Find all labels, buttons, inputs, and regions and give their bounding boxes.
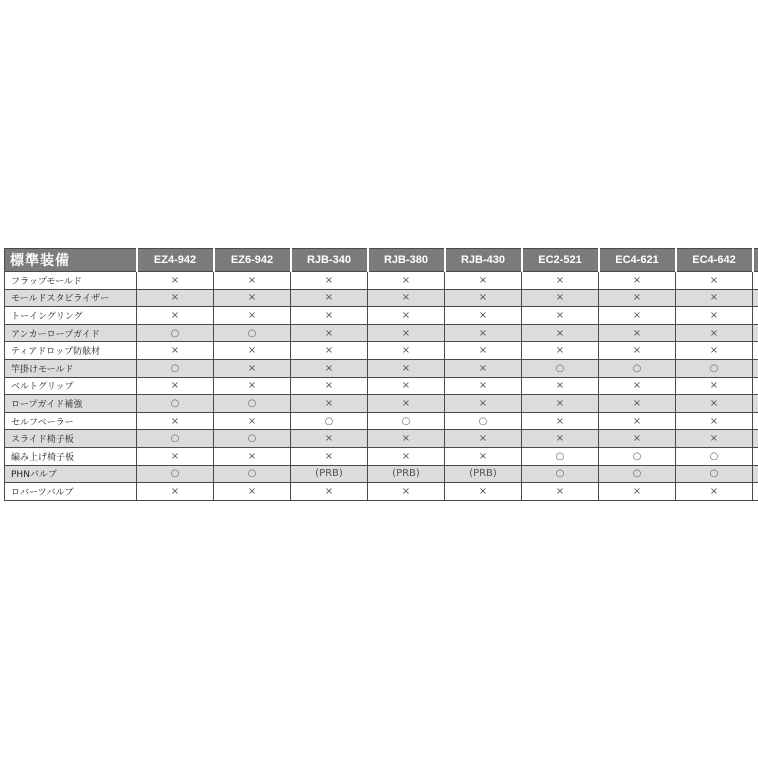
table-cell [214,377,291,395]
circle-mark: ○ [170,327,180,339]
cross-mark: × [555,309,565,321]
table-cell [676,324,753,342]
table-cell [214,412,291,430]
table-cell [522,412,599,430]
table-cell [599,447,676,465]
cross-mark: × [324,345,334,357]
cross-mark: × [709,415,719,427]
row-edge [753,430,758,448]
circle-mark: ○ [170,397,180,409]
row-edge [753,377,758,395]
cross-mark: × [632,397,642,409]
circle-mark: ○ [401,415,411,427]
table-cell [368,359,445,377]
circle-mark: ○ [632,450,642,462]
cross-mark: × [632,309,642,321]
circle-mark: ○ [555,362,565,374]
cross-mark: × [324,380,334,392]
cross-mark: × [324,433,334,445]
cross-mark: × [324,397,334,409]
table-cell [676,359,753,377]
cross-mark: × [555,380,565,392]
row-edge [753,465,758,483]
table-cell [599,465,676,483]
header-row [5,249,758,272]
table-cell [368,307,445,325]
cross-mark: × [324,292,334,304]
cross-mark: × [478,450,488,462]
table-cell [291,377,368,395]
table-cell [214,307,291,325]
cross-mark: × [555,433,565,445]
cross-mark: × [478,485,488,497]
circle-mark: ○ [247,327,257,339]
cross-mark: × [555,274,565,286]
cross-mark: × [324,309,334,321]
table-row [5,395,758,413]
cross-mark: × [324,450,334,462]
table-cell [522,447,599,465]
cross-mark: × [478,292,488,304]
row-edge [753,483,758,501]
header-model: RJB-380 [368,249,445,272]
cross-mark: × [247,362,257,374]
table-cell [214,483,291,501]
table-cell [445,465,522,483]
circle-mark: ○ [247,397,257,409]
cross-mark: × [709,274,719,286]
circle-mark: ○ [247,468,257,480]
cross-mark: × [170,274,180,286]
table-cell [137,395,214,413]
circle-mark: ○ [247,433,257,445]
cross-mark: × [632,380,642,392]
table-cell [137,483,214,501]
cross-mark: × [709,433,719,445]
cross-mark: × [401,292,411,304]
cross-mark: × [555,345,565,357]
cross-mark: × [324,485,334,497]
cell-value: (PRB) [315,468,343,480]
cross-mark: × [401,274,411,286]
table-row [5,272,758,290]
row-edge [753,359,758,377]
table-cell [676,272,753,290]
cross-mark: × [555,485,565,497]
table-cell [599,272,676,290]
table-cell [522,377,599,395]
table-row [5,359,758,377]
circle-mark: ○ [709,468,719,480]
header-standard-equipment: 標準装備 [5,249,137,272]
row-label: ベルトグリップ [5,377,137,395]
cross-mark: × [247,309,257,321]
table-cell [522,307,599,325]
table-cell [676,289,753,307]
cross-mark: × [247,274,257,286]
header-model: EC4-621 [599,249,676,272]
table-cell [368,395,445,413]
cross-mark: × [555,415,565,427]
table-cell [599,289,676,307]
table-row [5,483,758,501]
table-cell [368,465,445,483]
table-cell [522,483,599,501]
table-row [5,324,758,342]
cross-mark: × [401,433,411,445]
table-cell [445,377,522,395]
table-cell [291,289,368,307]
table-cell [214,447,291,465]
cross-mark: × [247,345,257,357]
table-cell [599,324,676,342]
table-row [5,289,758,307]
table-cell [291,465,368,483]
row-label: アンカーロープガイド [5,324,137,342]
table-cell [522,359,599,377]
table-cell [445,307,522,325]
table-cell [214,395,291,413]
cross-mark: × [401,309,411,321]
table-cell [137,272,214,290]
row-edge [753,272,758,290]
equipment-table [4,248,758,501]
table-cell [522,324,599,342]
table-cell [291,324,368,342]
table-cell [214,342,291,360]
table-cell [445,483,522,501]
circle-mark: ○ [170,433,180,445]
table-cell [445,272,522,290]
table-cell [676,307,753,325]
circle-mark: ○ [170,468,180,480]
table-cell [368,377,445,395]
cross-mark: × [247,485,257,497]
cross-mark: × [170,450,180,462]
header-model: EZ4-942 [137,249,214,272]
table-row [5,412,758,430]
table-cell [676,377,753,395]
cross-mark: × [324,362,334,374]
table-cell [522,342,599,360]
table-cell [214,465,291,483]
header-model: EC4-642 [676,249,753,272]
table-cell [137,289,214,307]
circle-mark: ○ [170,362,180,374]
table-cell [599,483,676,501]
table-cell [291,412,368,430]
row-label: ロバーツバルブ [5,483,137,501]
cross-mark: × [632,345,642,357]
table-cell [368,272,445,290]
cross-mark: × [709,397,719,409]
table-row [5,377,758,395]
cell-value: (PRB) [469,468,497,480]
table-cell [214,430,291,448]
header-model: RJB-430 [445,249,522,272]
circle-mark: ○ [555,468,565,480]
table-row [5,465,758,483]
table-cell [676,483,753,501]
table-cell [368,447,445,465]
table-cell [137,447,214,465]
table-cell [214,272,291,290]
table-cell [137,324,214,342]
cell-value: (PRB) [392,468,420,480]
cross-mark: × [170,485,180,497]
table-cell [137,342,214,360]
cross-mark: × [247,292,257,304]
cross-mark: × [478,309,488,321]
table-cell [291,483,368,501]
cross-mark: × [478,362,488,374]
circle-mark: ○ [709,362,719,374]
cross-mark: × [401,327,411,339]
table-cell [522,272,599,290]
cross-mark: × [324,327,334,339]
cross-mark: × [632,292,642,304]
table-cell [599,412,676,430]
table-cell [291,307,368,325]
cross-mark: × [401,362,411,374]
table-cell [599,359,676,377]
row-label: スライド椅子板 [5,430,137,448]
circle-mark: ○ [324,415,334,427]
cross-mark: × [170,292,180,304]
row-edge [753,289,758,307]
table-cell [445,395,522,413]
table-cell [522,289,599,307]
table-cell [522,465,599,483]
cross-mark: × [401,450,411,462]
table-cell [676,447,753,465]
table-cell [445,447,522,465]
table-cell [137,359,214,377]
cross-mark: × [555,292,565,304]
table-cell [676,395,753,413]
cross-mark: × [247,380,257,392]
table-cell [445,412,522,430]
table-cell [445,324,522,342]
circle-mark: ○ [555,450,565,462]
table-cell [599,395,676,413]
cross-mark: × [247,415,257,427]
table-cell [291,272,368,290]
row-edge [753,342,758,360]
cross-mark: × [247,450,257,462]
row-label: フラップモールド [5,272,137,290]
table-cell [214,359,291,377]
cross-mark: × [170,345,180,357]
row-edge [753,395,758,413]
table-cell [445,289,522,307]
table-cell [445,430,522,448]
row-edge [753,412,758,430]
row-edge [753,324,758,342]
cross-mark: × [478,397,488,409]
table-cell [676,465,753,483]
header-model: RJB-340 [291,249,368,272]
table-cell [368,483,445,501]
cross-mark: × [478,345,488,357]
cross-mark: × [632,415,642,427]
table-cell [368,342,445,360]
table-cell [676,342,753,360]
row-label: 竿掛けモールド [5,359,137,377]
cross-mark: × [401,485,411,497]
cross-mark: × [709,345,719,357]
row-edge [753,447,758,465]
table-cell [599,342,676,360]
table-cell [291,342,368,360]
cross-mark: × [632,327,642,339]
table-cell [214,289,291,307]
table-cell [137,377,214,395]
cross-mark: × [170,380,180,392]
table-cell [214,324,291,342]
table-cell [137,465,214,483]
table-cell [599,307,676,325]
table-cell [368,430,445,448]
table-row [5,307,758,325]
table-cell [599,430,676,448]
circle-mark: ○ [632,468,642,480]
table-cell [522,430,599,448]
cross-mark: × [709,485,719,497]
table-row [5,447,758,465]
header-overflow-edge [753,249,758,272]
row-label: ティアドロップ防舷材 [5,342,137,360]
table-cell [368,324,445,342]
table-cell [445,359,522,377]
cross-mark: × [401,380,411,392]
row-label: ロープガイド補強 [5,395,137,413]
table-cell [676,412,753,430]
cross-mark: × [478,380,488,392]
row-label: 編み上げ椅子板 [5,447,137,465]
table-cell [522,395,599,413]
table-cell [676,430,753,448]
cross-mark: × [709,380,719,392]
table-cell [599,377,676,395]
cross-mark: × [555,397,565,409]
row-edge [753,307,758,325]
table-cell [445,342,522,360]
cross-mark: × [632,274,642,286]
table-cell [368,412,445,430]
circle-mark: ○ [632,362,642,374]
circle-mark: ○ [709,450,719,462]
cross-mark: × [478,327,488,339]
table-cell [368,289,445,307]
row-label: セルフベーラー [5,412,137,430]
cross-mark: × [555,327,565,339]
cross-mark: × [709,327,719,339]
header-model: EC2-521 [522,249,599,272]
cross-mark: × [170,309,180,321]
cross-mark: × [709,309,719,321]
table-cell [291,447,368,465]
table-row [5,342,758,360]
row-label: モールドスタビライザー [5,289,137,307]
table-cell [137,412,214,430]
table-cell [291,395,368,413]
table-cell [291,359,368,377]
cross-mark: × [401,397,411,409]
cross-mark: × [324,274,334,286]
table-cell [137,307,214,325]
row-label: トーイングリング [5,307,137,325]
row-label: PHNバルブ [5,465,137,483]
cross-mark: × [478,433,488,445]
cross-mark: × [632,433,642,445]
cross-mark: × [632,485,642,497]
header-model: EZ6-942 [214,249,291,272]
cross-mark: × [401,345,411,357]
circle-mark: ○ [478,415,488,427]
table-cell [291,430,368,448]
cross-mark: × [170,415,180,427]
cross-mark: × [709,292,719,304]
cross-mark: × [478,274,488,286]
table-row [5,430,758,448]
table-cell [137,430,214,448]
